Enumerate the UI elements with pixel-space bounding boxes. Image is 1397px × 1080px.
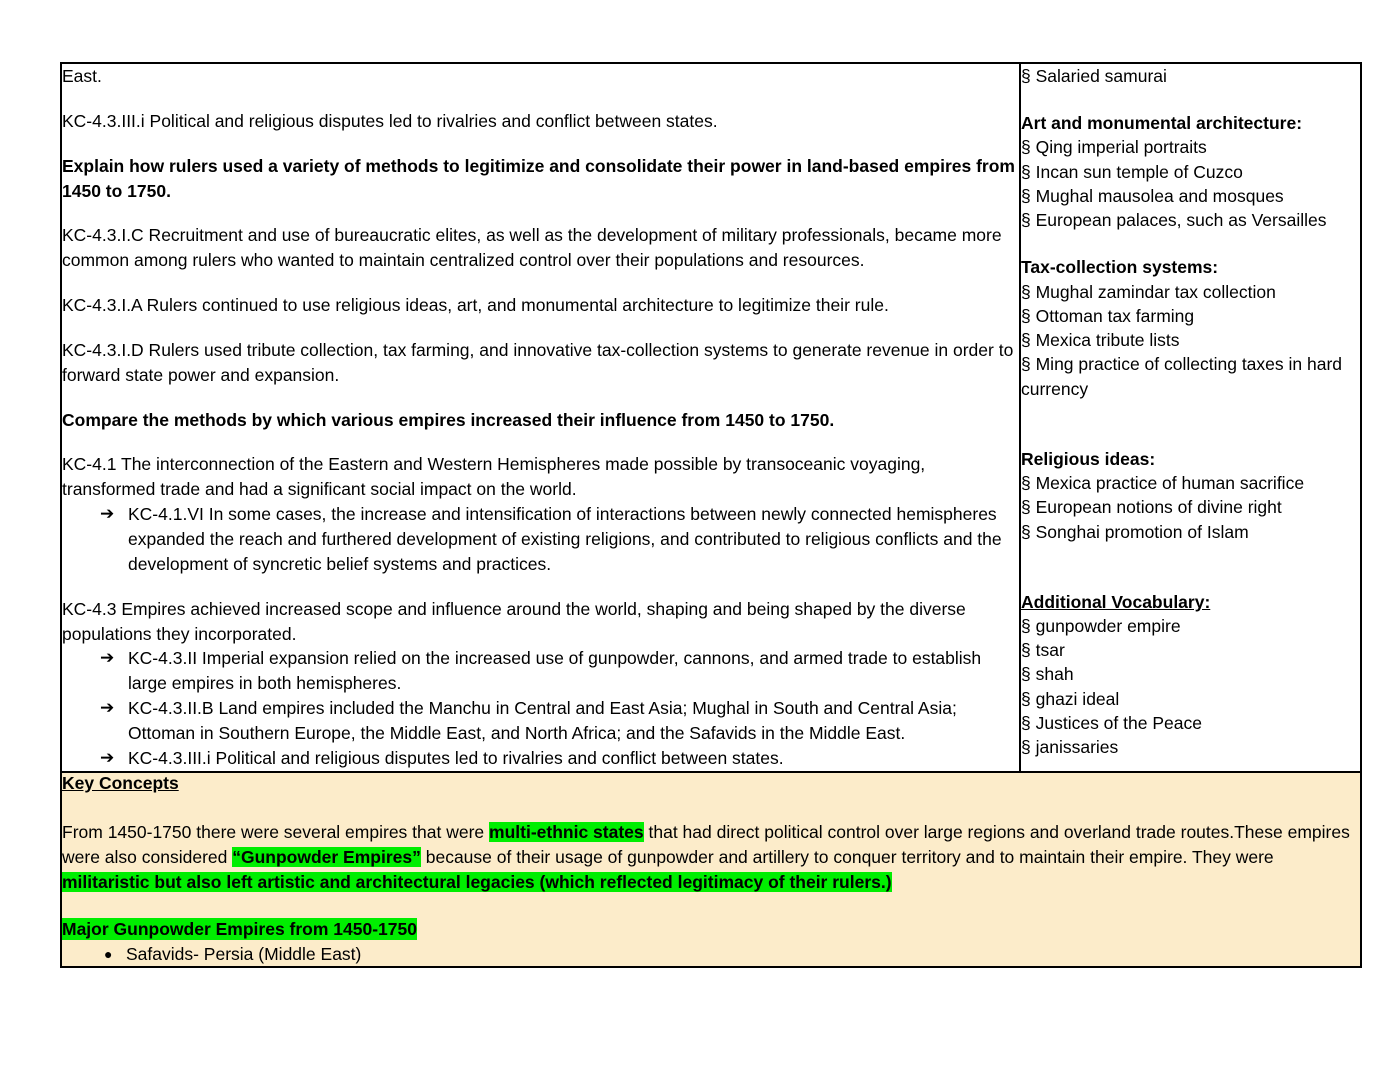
arrow-bullet-list [62, 502, 1019, 577]
vocabulary-section-heading: Additional Vocabulary: [1021, 591, 1211, 612]
section-sign-icon: § [1021, 330, 1036, 351]
vocabulary-list-item [1021, 520, 1360, 544]
vertical-spacer [1021, 88, 1360, 111]
section-sign-icon: § [1021, 664, 1036, 685]
body-paragraph: KC-4.3.I.A Rulers continued to use religious ideas, art, and monumental architecture to legitimize their rule. [62, 295, 889, 316]
vocabulary-list-item [1021, 711, 1360, 735]
body-paragraph: East. [62, 66, 102, 86]
arrow-list-item [62, 502, 1019, 577]
section-sign-icon: § [1021, 688, 1036, 709]
section-sign-icon: § [1021, 185, 1036, 206]
vocabulary-list-item-label: shah [1035, 664, 1074, 685]
vocabulary-list-item-label: Mexica tribute lists [1035, 330, 1180, 351]
vocabulary-list-item-label: janissaries [1035, 737, 1119, 758]
arrow-list-item-label: KC-4.3.II.B Land empires included the Manchu in Central and East Asia; Mughal in South and Central Asia; Ottoman in Southern Europe, the Middle East, and North Africa; and the Safavids in the Middle East. [128, 698, 957, 743]
vocabulary-list-item-label: European palaces, such as Versailles [1035, 210, 1327, 231]
vertical-spacer [1021, 401, 1360, 447]
body-paragraph: KC-4.3 Empires achieved increased scope and influence around the world, shaping and being shaped by the diverse populations they incorporated. [62, 598, 966, 644]
vocabulary-list-item-label: Salaried samurai [1035, 66, 1167, 86]
section-sign-icon: § [1021, 473, 1036, 494]
bullet-dot-icon: ● [104, 945, 113, 962]
vocabulary-list-item-label: Mughal mausolea and mosques [1035, 185, 1284, 206]
list-item-label: Safavids- Persia (Middle East) [126, 943, 362, 964]
vocabulary-list-item [1021, 304, 1360, 328]
arrow-list-item [62, 696, 1019, 746]
text-run: From 1450-1750 there were several empires that were [62, 821, 490, 842]
vocabulary-list-item [1021, 495, 1360, 519]
table-row-key-concepts [61, 772, 1361, 968]
section-sign-icon: § [1021, 615, 1036, 636]
section-sign-icon: § [1021, 497, 1036, 518]
list-item [62, 942, 1360, 967]
arrow-right-icon: ➔ [100, 698, 115, 718]
section-sign-icon: § [1021, 281, 1036, 302]
right-column-blocks [1021, 64, 1360, 759]
vocabulary-list-item-label: tsar [1035, 640, 1065, 661]
key-concepts-title: Key Concepts [62, 772, 179, 793]
vocabulary-section-heading: Religious ideas: [1021, 448, 1156, 469]
vocabulary-list-item-label: Ming practice of collecting taxes in hard currency [1021, 354, 1343, 399]
key-concepts-subheading-text: Major Gunpowder Empires from 1450-1750 [62, 918, 417, 939]
key-concepts-subheading [62, 919, 1360, 940]
vertical-spacer [62, 577, 1019, 597]
vocabulary-list-item-label: Incan sun temple of Cuzco [1035, 161, 1243, 182]
major-empires-list [62, 942, 1360, 967]
vocabulary-list-item [1021, 208, 1360, 232]
table-row-content [61, 63, 1361, 772]
key-concepts-cell [61, 772, 1361, 968]
body-paragraph: KC-4.3.III.i Political and religious disputes led to rivalries and conflict between states. [62, 110, 718, 131]
section-sign-icon: § [1021, 521, 1036, 542]
section-sign-icon: § [1021, 66, 1036, 86]
left-content-cell [61, 63, 1020, 772]
arrow-right-icon: ➔ [100, 648, 115, 668]
body-paragraph: KC-4.3.I.C Recruitment and use of bureaucratic elites, as well as the development of military professionals, became more common among rulers who wanted to maintain centralized control over their populations and resources. [62, 225, 1002, 271]
section-sign-icon: § [1021, 354, 1036, 375]
vocabulary-list-item [1021, 160, 1360, 184]
vocabulary-list-item [1021, 328, 1360, 352]
vocabulary-list-item [1021, 638, 1360, 662]
vocabulary-list-item [1021, 471, 1360, 495]
section-sign-icon: § [1021, 640, 1036, 661]
vocabulary-list-item [1021, 184, 1360, 208]
key-concepts-paragraph [62, 820, 1360, 895]
vocabulary-list-item-label: Qing imperial portraits [1035, 137, 1207, 158]
section-sign-icon: § [1021, 210, 1036, 231]
body-paragraph: KC-4.3.I.D Rulers used tribute collection, tax farming, and innovative tax-collection systems to generate revenue in order to forward state power and expansion. [62, 339, 1014, 385]
highlighted-text-run: militaristic but also left artistic and architectural legacies (which reflected legitimacy of their rulers.) [62, 871, 892, 892]
body-paragraph: KC-4.1 The interconnection of the Eastern and Western Hemispheres made possible by transoceanic voyaging, transformed trade and had a significant social impact on the world. [62, 454, 926, 500]
vocabulary-list-item [1021, 352, 1360, 400]
body-paragraph: Compare the methods by which various empires increased their influence from 1450 to 1750. [62, 409, 835, 430]
vocabulary-list-item-label: Justices of the Peace [1035, 712, 1202, 733]
vocabulary-list-item-label: Mughal zamindar tax collection [1035, 281, 1276, 302]
arrow-right-icon: ➔ [100, 504, 115, 524]
arrow-list-item [62, 746, 1019, 771]
vocabulary-list-item-label: European notions of divine right [1035, 497, 1282, 518]
section-sign-icon: § [1021, 161, 1036, 182]
arrow-list-item-label: KC-4.3.II Imperial expansion relied on the increased use of gunpowder, cannons, and armed trade to establish large empires in both hemispheres. [128, 648, 982, 694]
section-sign-icon: § [1021, 305, 1036, 326]
arrow-list-item-label: KC-4.1.VI In some cases, the increase and intensification of interactions between newly connected hemispheres expanded the reach and furthered development of existing religions, and contributed to religious conflicts and the development of syncretic belief systems and practices. [128, 504, 1002, 574]
vertical-spacer [1021, 544, 1360, 590]
body-paragraph: Explain how rulers used a variety of methods to legitimize and consolidate their power in land-based empires from 1450 to 1750. [62, 155, 1015, 201]
vocabulary-list-item [1021, 135, 1360, 159]
vocabulary-list-item-label: Songhai promotion of Islam [1035, 521, 1249, 542]
arrow-list-item-label: KC-4.3.III.i Political and religious disputes led to rivalries and conflict between states. [128, 747, 784, 768]
vocabulary-list-item-label: ghazi ideal [1035, 688, 1120, 709]
highlighted-text-run: multi-ethnic states [489, 821, 644, 842]
vertical-spacer [1021, 232, 1360, 255]
vocabulary-list-item [1021, 662, 1360, 686]
vocabulary-list-item [1021, 687, 1360, 711]
arrow-bullet-list [62, 646, 1019, 770]
vocabulary-list-item [1021, 735, 1360, 759]
vocabulary-list-item-label: gunpowder empire [1035, 615, 1181, 636]
vocabulary-list-item [1021, 64, 1360, 88]
arrow-right-icon: ➔ [100, 747, 115, 767]
vocabulary-list-item-label: Ottoman tax farming [1035, 305, 1195, 326]
right-vocabulary-cell [1020, 63, 1361, 772]
section-sign-icon: § [1021, 712, 1036, 733]
arrow-list-item [62, 646, 1019, 696]
vocabulary-section-heading: Art and monumental architecture: [1021, 113, 1303, 134]
vocabulary-list-item [1021, 280, 1360, 304]
text-run: that had direct political control over large regions and overland trade routes.These empires were also considered [62, 821, 1350, 867]
vocabulary-section-heading: Tax-collection systems: [1021, 257, 1219, 278]
text-run: because of their usage of gunpowder and artillery to conquer territory and to maintain their empire. They were [420, 846, 1274, 867]
highlighted-text-run: “Gunpowder Empires” [232, 846, 421, 867]
study-guide-table [60, 62, 1362, 968]
left-column-blocks [62, 64, 1019, 771]
vocabulary-list-item-label: Mexica practice of human sacrifice [1035, 473, 1305, 494]
section-sign-icon: § [1021, 137, 1036, 158]
vocabulary-list-item [1021, 614, 1360, 638]
section-sign-icon: § [1021, 737, 1036, 758]
